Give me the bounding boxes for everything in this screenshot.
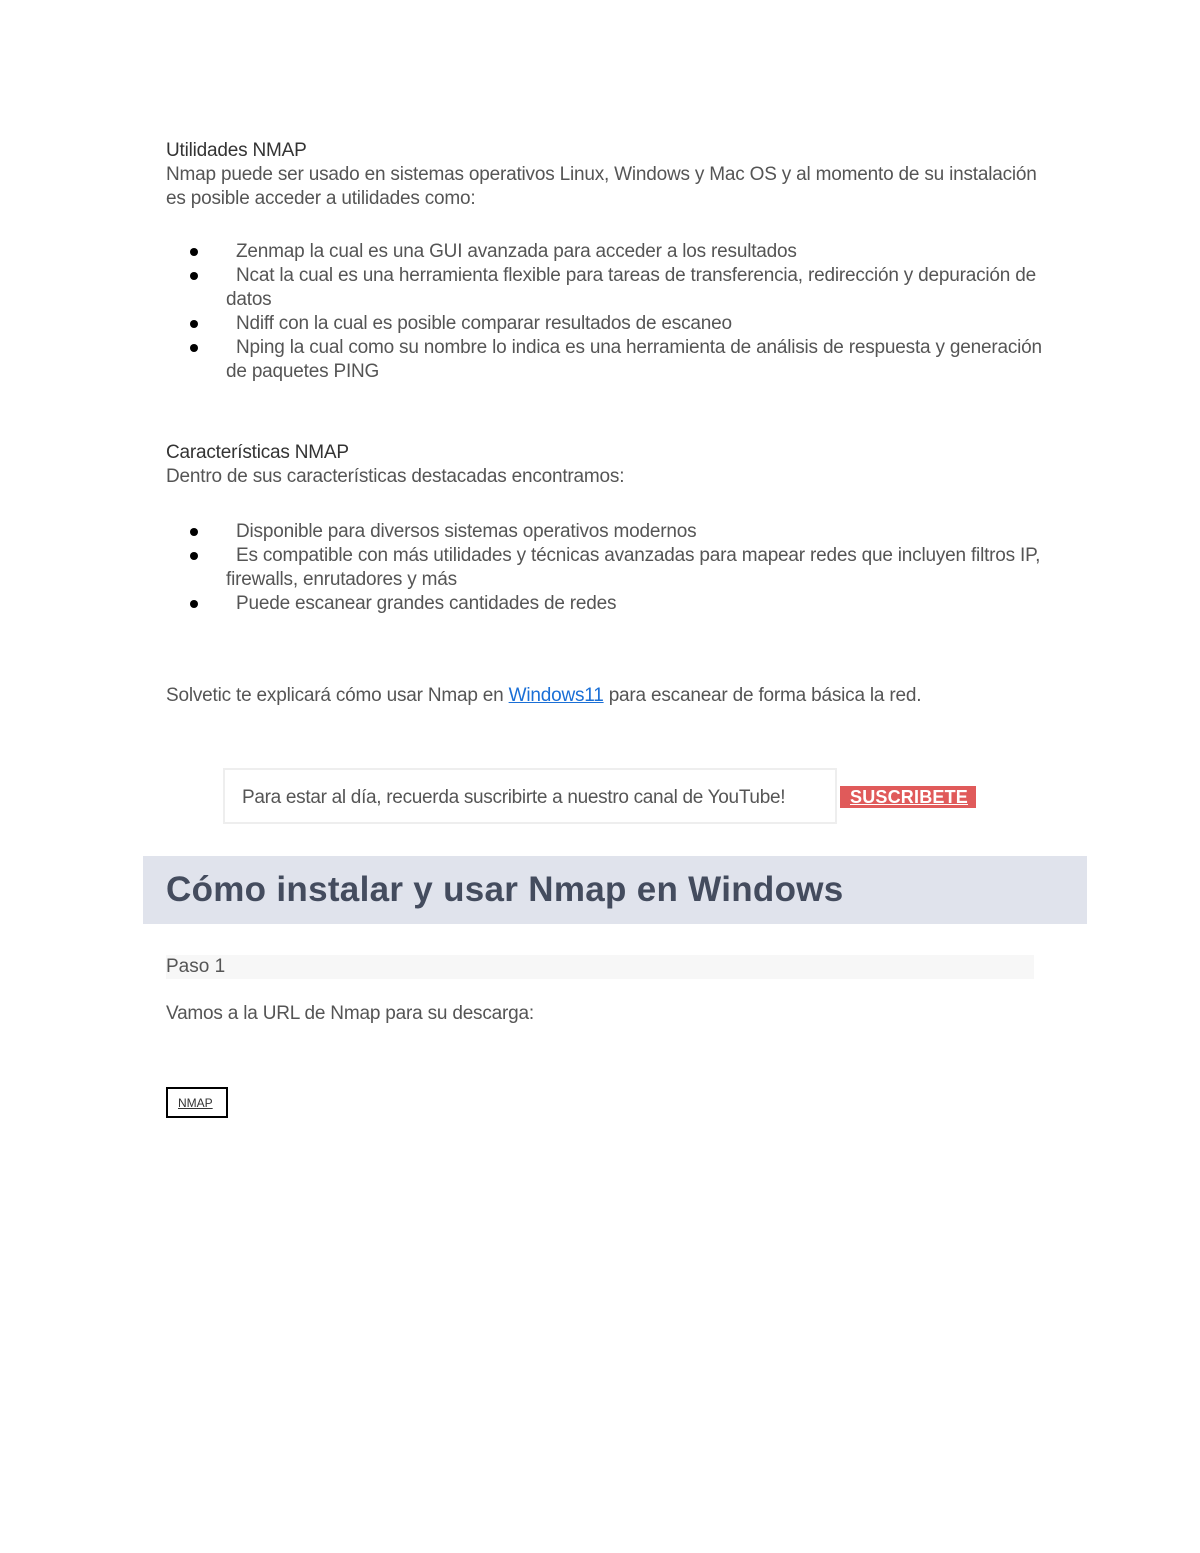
step-label: Paso 1 [166, 956, 226, 977]
list-item: Nping la cual como su nombre lo indica es una herramienta de análisis de respuesta y generación de paquetes PING [166, 336, 1046, 384]
list-item: Ndiff con la cual es posible comparar resultados de escaneo [166, 312, 1046, 336]
list-item: Zenmap la cual es una GUI avanzada para acceder a los resultados [166, 240, 1046, 264]
utilidades-intro: Nmap puede ser usado en sistemas operativos Linux, Windows y Mac OS y al momento de su instalación es posible acceder a utilidades como: [166, 164, 1037, 209]
bullet-icon [190, 552, 198, 560]
bullet-icon [190, 320, 198, 328]
caracteristicas-title: Características NMAP [166, 442, 349, 463]
nmap-link[interactable]: NMAP [178, 1096, 213, 1110]
bullet-icon [190, 344, 198, 352]
caracteristicas-intro: Dentro de sus características destacadas encontramos: [166, 466, 625, 487]
bullet-icon [190, 248, 198, 256]
subscribe-button[interactable]: SUSCRIBETE [840, 786, 976, 808]
utilidades-list [166, 240, 1046, 384]
subscribe-text: Para estar al día, recuerda suscribirte a nuestro canal de YouTube! [242, 787, 786, 808]
subscribe-banner [223, 768, 837, 824]
explanation-paragraph: Solvetic te explicará cómo usar Nmap en Windows11 para escanear de forma básica la red. [166, 685, 922, 706]
bullet-icon [190, 528, 198, 536]
bullet-icon [190, 272, 198, 280]
utilidades-section [166, 139, 1046, 211]
windows11-link[interactable]: Windows11 [508, 685, 604, 706]
step-header [166, 955, 1034, 979]
utilidades-title: Utilidades NMAP [166, 140, 307, 161]
nmap-link-box[interactable] [166, 1087, 228, 1118]
section-title: Cómo instalar y usar Nmap en Windows [166, 870, 844, 909]
bullet-icon [190, 600, 198, 608]
list-item: Es compatible con más utilidades y técnicas avanzadas para mapear redes que incluyen filtros IP, firewalls, enrutadores y más [166, 544, 1046, 592]
list-item: Disponible para diversos sistemas operativos modernos [166, 520, 1046, 544]
list-item: Ncat la cual es una herramienta flexible para tareas de transferencia, redirección y depuración de datos [166, 264, 1046, 312]
step-text: Vamos a la URL de Nmap para su descarga: [166, 1003, 534, 1024]
section-banner [143, 856, 1087, 924]
caracteristicas-list [166, 520, 1046, 616]
caracteristicas-section [166, 441, 1046, 489]
list-item: Puede escanear grandes cantidades de redes [166, 592, 1046, 616]
